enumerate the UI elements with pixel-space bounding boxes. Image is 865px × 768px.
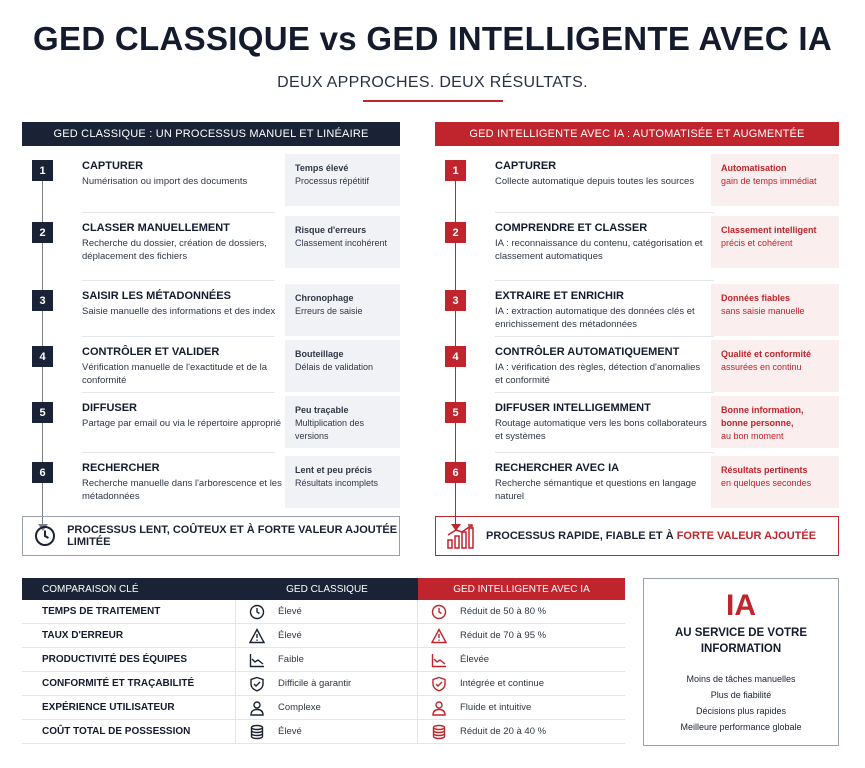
step-separator bbox=[82, 280, 275, 281]
smart-result-text: PROCESSUS RAPIDE, FIABLE ET À bbox=[486, 530, 674, 542]
trend-icon bbox=[236, 652, 278, 668]
step-impact-primary: Automatisation bbox=[721, 163, 787, 173]
classic-result-text: PROCESSUS LENT, COÛTEUX ET À FORTE VALEUR AJOUTÉE LIMITÉE bbox=[67, 524, 398, 548]
step-description: IA : reconnaissance du contenu, catégorisation et classement automatiques bbox=[495, 238, 703, 262]
step-impact-secondary: Erreurs de saisie bbox=[295, 306, 363, 316]
step-impact bbox=[285, 340, 400, 392]
step-impact-primary: Résultats pertinents bbox=[721, 465, 808, 475]
step-number: 4 bbox=[32, 346, 53, 367]
ia-big-label: IA bbox=[726, 589, 756, 622]
step-number: 5 bbox=[445, 402, 466, 423]
row-label: CONFORMITÉ ET TRAÇABILITÉ bbox=[22, 672, 236, 695]
row-smart-cell bbox=[418, 720, 625, 743]
row-label: EXPÉRIENCE UTILISATEUR bbox=[22, 696, 236, 719]
row-classic-cell bbox=[236, 720, 418, 743]
step-number: 1 bbox=[445, 160, 466, 181]
row-smart-cell bbox=[418, 672, 625, 695]
ia-benefit: Moins de tâches manuelles bbox=[686, 674, 796, 684]
table-row bbox=[22, 720, 625, 744]
row-label: TAUX D'ERREUR bbox=[22, 624, 236, 647]
row-smart-value: Réduit de 70 à 95 % bbox=[460, 630, 547, 641]
page-subtitle: DEUX APPROCHES. DEUX RÉSULTATS. bbox=[277, 74, 588, 91]
row-smart-value: Fluide et intuitive bbox=[460, 702, 532, 713]
step-title: RECHERCHER bbox=[82, 462, 160, 474]
clock-icon bbox=[23, 525, 67, 547]
clock-icon bbox=[236, 604, 278, 620]
row-smart-value: Réduit de 50 à 80 % bbox=[460, 606, 547, 617]
classic-steps bbox=[22, 146, 400, 526]
row-classic-value: Élevé bbox=[278, 630, 302, 641]
coins-icon bbox=[418, 724, 460, 740]
step-description: Numérisation ou import des documents bbox=[82, 176, 248, 187]
step-impact-primary: Bonne information, bonne personne, bbox=[721, 405, 804, 428]
classic-column bbox=[22, 122, 400, 526]
row-classic-value: Difficile à garantir bbox=[278, 678, 352, 689]
row-classic-cell bbox=[236, 672, 418, 695]
row-label: COÛT TOTAL DE POSSESSION bbox=[22, 720, 236, 743]
step-impact-secondary: précis et cohérent bbox=[721, 238, 793, 248]
table-row bbox=[22, 696, 625, 720]
smart-column bbox=[435, 122, 839, 526]
step-impact-secondary: Multiplication des versions bbox=[295, 418, 365, 441]
step-impact-secondary: Processus répétitif bbox=[295, 176, 370, 186]
step-title: DIFFUSER bbox=[82, 402, 137, 414]
classic-step bbox=[22, 152, 400, 208]
smart-steps bbox=[435, 146, 839, 526]
row-smart-cell bbox=[418, 648, 625, 671]
row-classic-cell bbox=[236, 696, 418, 719]
step-impact-secondary: Classement incohérent bbox=[295, 238, 388, 248]
step-impact-secondary: assurées en continu bbox=[721, 362, 802, 372]
step-number: 3 bbox=[445, 290, 466, 311]
classic-result bbox=[22, 516, 400, 556]
step-impact bbox=[711, 340, 839, 392]
classic-step bbox=[22, 338, 400, 394]
row-smart-value: Intégrée et continue bbox=[460, 678, 544, 689]
ia-benefits-list bbox=[644, 671, 838, 735]
step-impact bbox=[711, 456, 839, 508]
step-impact-primary: Chronophage bbox=[295, 293, 354, 303]
step-impact bbox=[285, 154, 400, 206]
step-impact-primary: Classement intelligent bbox=[721, 225, 817, 235]
step-impact bbox=[285, 396, 400, 448]
step-description: Vérification manuelle de l'exactitude et de la conformité bbox=[82, 362, 268, 386]
row-classic-value: Élevé bbox=[278, 606, 302, 617]
step-separator bbox=[82, 392, 275, 393]
row-label: PRODUCTIVITÉ DES ÉQUIPES bbox=[22, 648, 236, 671]
step-description: Partage par email ou via le répertoire approprié bbox=[82, 418, 282, 429]
clock-icon bbox=[418, 604, 460, 620]
page-title: GED CLASSIQUE vs GED INTELLIGENTE AVEC IA bbox=[33, 20, 832, 57]
user-icon bbox=[236, 700, 278, 716]
step-title: DIFFUSER INTELLIGEMMENT bbox=[495, 402, 651, 414]
table-row bbox=[22, 672, 625, 696]
step-description: Collecte automatique depuis toutes les sources bbox=[495, 176, 695, 187]
step-number: 6 bbox=[32, 462, 53, 483]
coins-icon bbox=[236, 724, 278, 740]
step-title: CLASSER MANUELLEMENT bbox=[82, 222, 230, 234]
step-description: Routage automatique vers les bons collaborateurs et systèmes bbox=[495, 418, 707, 442]
step-separator bbox=[495, 280, 714, 281]
step-impact-primary: Données fiables bbox=[721, 293, 791, 303]
ia-benefit: Plus de fiabilité bbox=[710, 690, 772, 700]
table-row bbox=[22, 600, 625, 624]
comparison-head-label: COMPARAISON CLÉ bbox=[22, 578, 236, 600]
warning-icon bbox=[418, 628, 460, 644]
smart-result-highlight: FORTE VALEUR AJOUTÉE bbox=[676, 530, 817, 542]
step-impact-secondary: gain de temps immédiat bbox=[721, 176, 817, 186]
classic-step bbox=[22, 454, 400, 510]
user-icon bbox=[418, 700, 460, 716]
classic-step bbox=[22, 282, 400, 338]
smart-step bbox=[435, 338, 839, 394]
step-separator bbox=[82, 452, 275, 453]
step-number: 2 bbox=[32, 222, 53, 243]
subtitle-underline bbox=[363, 100, 503, 102]
ia-subtitle-line2: INFORMATION bbox=[700, 643, 782, 655]
warning-icon bbox=[236, 628, 278, 644]
step-title: CAPTURER bbox=[495, 160, 557, 172]
step-impact-secondary: en quelques secondes bbox=[721, 478, 812, 488]
step-impact-secondary: Résultats incomplets bbox=[295, 478, 379, 488]
comparison-head-smart: GED INTELLIGENTE AVEC IA bbox=[418, 578, 625, 600]
row-classic-cell bbox=[236, 624, 418, 647]
ia-benefit: Décisions plus rapides bbox=[695, 706, 787, 716]
smart-step bbox=[435, 282, 839, 338]
step-number: 3 bbox=[32, 290, 53, 311]
step-impact-secondary: Délais de validation bbox=[295, 362, 374, 372]
step-separator bbox=[495, 452, 714, 453]
growth-chart-icon bbox=[436, 523, 486, 549]
comparison-rows bbox=[22, 600, 625, 744]
step-number: 5 bbox=[32, 402, 53, 423]
comparison-table-header bbox=[22, 578, 625, 600]
trend-icon bbox=[418, 652, 460, 668]
step-impact bbox=[285, 456, 400, 508]
step-title: CAPTURER bbox=[82, 160, 144, 172]
step-impact-primary: Lent et peu précis bbox=[295, 465, 373, 475]
classic-step bbox=[22, 214, 400, 270]
ia-subtitle bbox=[644, 625, 838, 657]
row-classic-cell bbox=[236, 600, 418, 623]
step-number: 4 bbox=[445, 346, 466, 367]
step-title: EXTRAIRE ET ENRICHIR bbox=[495, 290, 624, 302]
step-impact bbox=[711, 216, 839, 268]
smart-step bbox=[435, 152, 839, 208]
comparison-head-classic: GED CLASSIQUE bbox=[236, 578, 418, 600]
row-smart-value: Réduit de 20 à 40 % bbox=[460, 726, 547, 737]
step-title: CONTRÔLER ET VALIDER bbox=[82, 346, 220, 358]
step-separator bbox=[495, 212, 714, 213]
smart-header: GED INTELLIGENTE AVEC IA : AUTOMATISÉE ET AUGMENTÉE bbox=[435, 122, 839, 146]
ia-subtitle-line1: AU SERVICE DE VOTRE bbox=[674, 627, 808, 639]
step-title: COMPRENDRE ET CLASSER bbox=[495, 222, 648, 234]
step-impact bbox=[711, 154, 839, 206]
shield-icon bbox=[418, 676, 460, 692]
step-number: 2 bbox=[445, 222, 466, 243]
ia-summary-box bbox=[643, 578, 839, 746]
step-separator bbox=[82, 336, 275, 337]
step-impact-primary: Bouteillage bbox=[295, 349, 344, 359]
step-separator bbox=[495, 392, 714, 393]
step-description: Saisie manuelle des informations et des index bbox=[82, 306, 276, 317]
step-separator bbox=[82, 212, 275, 213]
row-classic-value: Élevé bbox=[278, 726, 302, 737]
step-title: RECHERCHER AVEC IA bbox=[495, 462, 620, 474]
ia-benefit: Meilleure performance globale bbox=[680, 722, 802, 732]
step-impact bbox=[711, 284, 839, 336]
table-row bbox=[22, 648, 625, 672]
step-impact-primary: Temps élevé bbox=[295, 163, 349, 173]
row-smart-cell bbox=[418, 600, 625, 623]
step-number: 1 bbox=[32, 160, 53, 181]
classic-header: GED CLASSIQUE : UN PROCESSUS MANUEL ET LINÉAIRE bbox=[22, 122, 400, 146]
step-impact-primary: Peu traçable bbox=[295, 405, 349, 415]
step-impact bbox=[285, 284, 400, 336]
step-description: IA : vérification des règles, détection d'anomalies et conformité bbox=[495, 362, 701, 386]
row-label: TEMPS DE TRAITEMENT bbox=[22, 600, 236, 623]
classic-step bbox=[22, 394, 400, 450]
comparison-table bbox=[22, 578, 625, 744]
step-title: SAISIR LES MÉTADONNÉES bbox=[82, 290, 231, 302]
smart-step bbox=[435, 214, 839, 270]
table-row bbox=[22, 624, 625, 648]
step-impact-secondary: au bon moment bbox=[721, 431, 784, 441]
step-impact bbox=[285, 216, 400, 268]
step-description: Recherche du dossier, création de dossiers, déplacement des fichiers bbox=[82, 238, 267, 262]
row-smart-value: Élevée bbox=[460, 654, 490, 665]
smart-step bbox=[435, 394, 839, 450]
step-impact bbox=[711, 396, 839, 448]
step-description: Recherche manuelle dans l'arborescence et les métadonnées bbox=[82, 478, 282, 502]
step-title: CONTRÔLER AUTOMATIQUEMENT bbox=[495, 346, 680, 358]
row-smart-cell bbox=[418, 624, 625, 647]
smart-result bbox=[435, 516, 839, 556]
row-classic-cell bbox=[236, 648, 418, 671]
step-separator bbox=[495, 336, 714, 337]
step-description: Recherche sémantique et questions en langage naturel bbox=[495, 478, 697, 502]
smart-step bbox=[435, 454, 839, 510]
step-number: 6 bbox=[445, 462, 466, 483]
shield-icon bbox=[236, 676, 278, 692]
step-impact-primary: Risque d'erreurs bbox=[295, 225, 367, 235]
row-classic-value: Complexe bbox=[278, 702, 321, 713]
step-description: IA : extraction automatique des données clés et enrichissement des métadonnées bbox=[495, 306, 695, 330]
step-impact-primary: Qualité et conformité bbox=[721, 349, 812, 359]
row-classic-value: Faible bbox=[278, 654, 304, 665]
step-impact-secondary: sans saisie manuelle bbox=[721, 306, 805, 316]
row-smart-cell bbox=[418, 696, 625, 719]
